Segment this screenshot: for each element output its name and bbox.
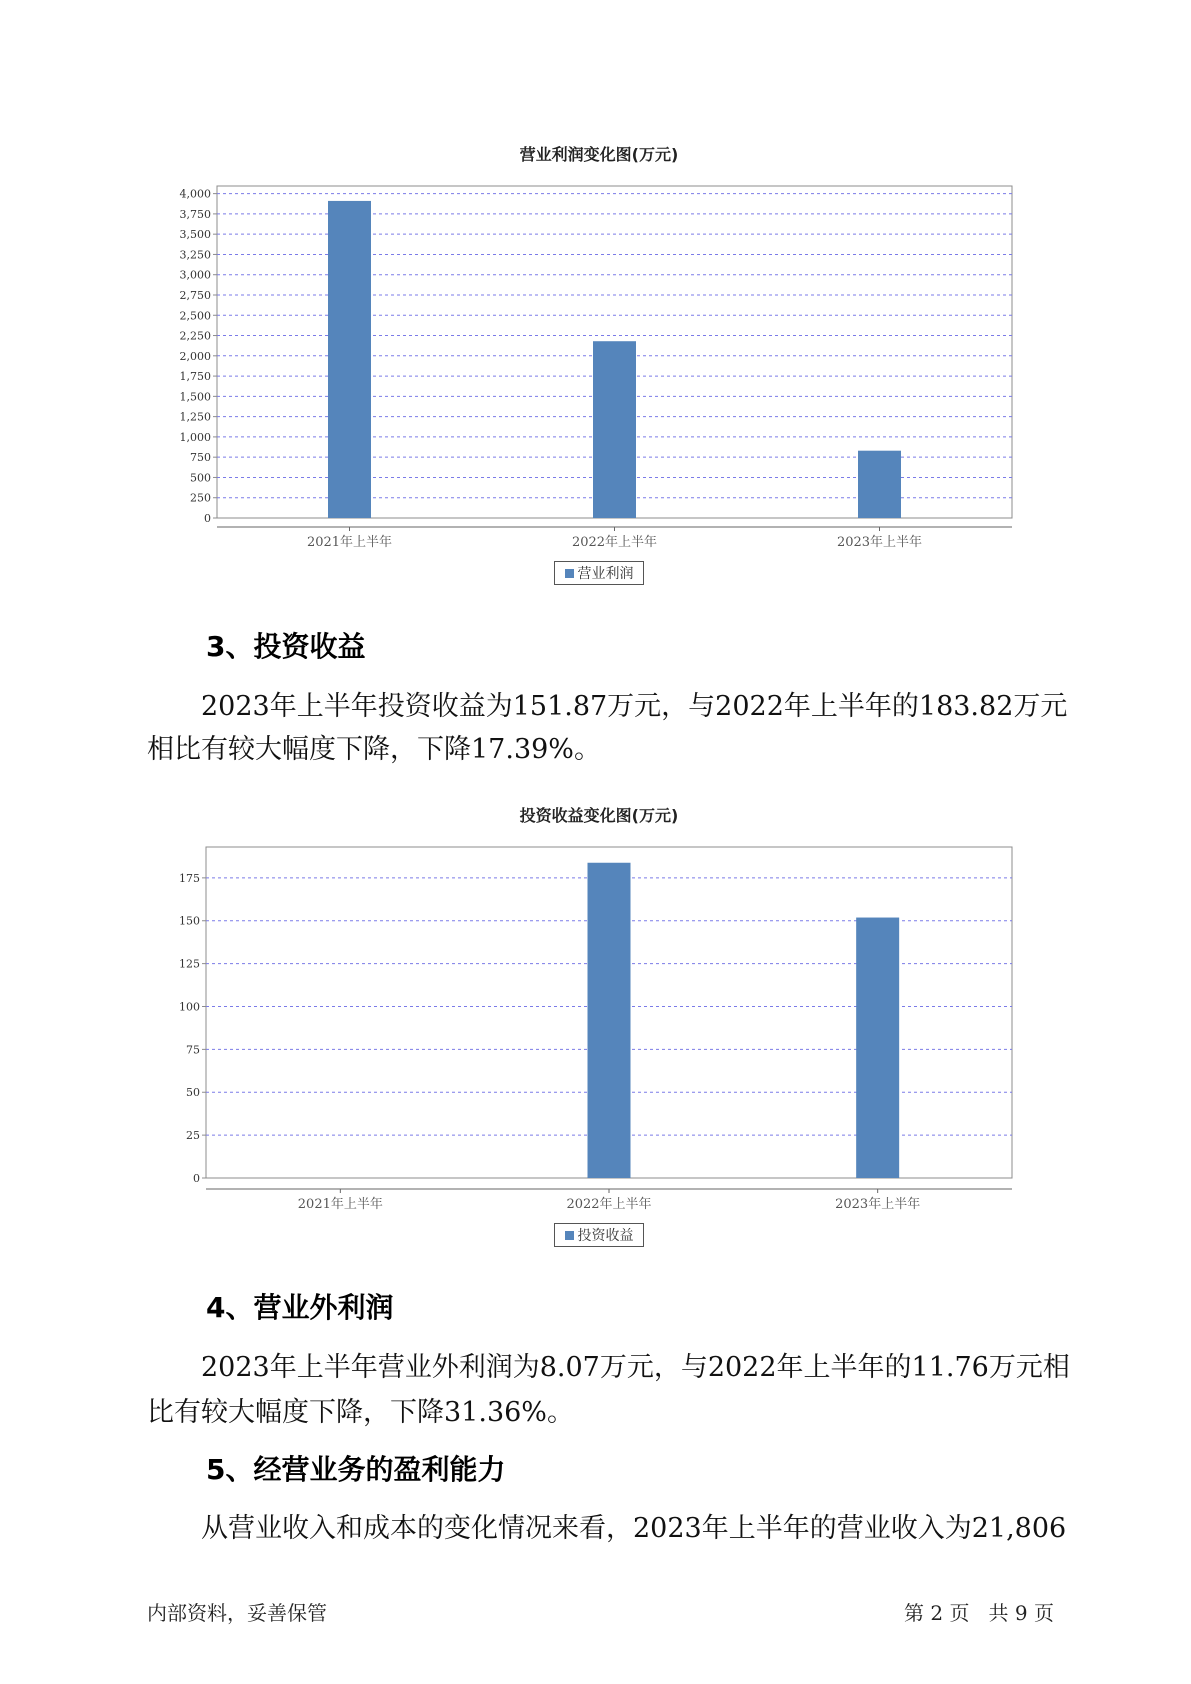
bar xyxy=(588,863,631,1178)
section-heading: 4、营业外利润 xyxy=(206,1291,394,1324)
footer-page-number: 第 2 页 共 9 页 xyxy=(904,1601,1054,1625)
x-tick-label: 2021年上半年 xyxy=(297,1197,383,1212)
x-tick-label: 2023年上半年 xyxy=(836,535,923,550)
y-tick-label: 3,500 xyxy=(179,228,211,242)
y-tick-label: 1,000 xyxy=(179,430,211,444)
legend-swatch xyxy=(565,569,574,578)
y-tick-label: 1,250 xyxy=(179,410,211,424)
y-tick-label: 150 xyxy=(179,914,200,928)
y-tick-label: 3,750 xyxy=(179,207,211,221)
footer-confidential-note: 内部资料，妥善保管 xyxy=(147,1601,327,1625)
bar xyxy=(856,918,899,1178)
x-tick-label: 2021年上半年 xyxy=(306,535,393,550)
paragraph-line: 比有较大幅度下降，下降31.36%。 xyxy=(147,1397,574,1428)
y-tick-label: 125 xyxy=(179,957,200,971)
y-tick-label: 3,250 xyxy=(179,248,211,262)
x-tick-label: 2022年上半年 xyxy=(566,1197,652,1212)
x-tick-label: 2023年上半年 xyxy=(835,1197,921,1212)
legend-label: 投资收益 xyxy=(577,1228,634,1244)
y-tick-label: 4,000 xyxy=(179,187,211,201)
y-tick-label: 100 xyxy=(179,1000,200,1014)
y-tick-label: 2,750 xyxy=(179,288,211,302)
y-tick-label: 0 xyxy=(204,512,211,525)
bar xyxy=(328,201,371,518)
paragraph-line: 相比有较大幅度下降，下降17.39%。 xyxy=(147,734,601,765)
chart-title: 营业利润变化图(万元) xyxy=(519,145,679,164)
y-tick-label: 25 xyxy=(186,1129,200,1143)
y-tick-label: 250 xyxy=(190,491,211,505)
chart-canvas xyxy=(0,832,1191,1222)
y-tick-label: 2,000 xyxy=(179,349,211,363)
paragraph-line: 从营业收入和成本的变化情况来看，2023年上半年的营业收入为21,806 xyxy=(201,1513,1067,1544)
y-tick-label: 500 xyxy=(190,471,211,485)
section-heading: 3、投资收益 xyxy=(206,630,366,663)
section-heading: 5、经营业务的盈利能力 xyxy=(206,1453,506,1486)
y-tick-label: 3,000 xyxy=(179,268,211,282)
chart-canvas xyxy=(0,170,1191,562)
y-tick-label: 1,750 xyxy=(179,370,211,384)
paragraph-line: 2023年上半年投资收益为151.87万元，与2022年上半年的183.82万元 xyxy=(201,691,1068,722)
y-tick-label: 2,250 xyxy=(179,329,211,343)
chart-title: 投资收益变化图(万元) xyxy=(519,806,679,825)
x-tick-label: 2022年上半年 xyxy=(571,535,658,550)
y-tick-label: 75 xyxy=(186,1043,200,1057)
y-tick-label: 0 xyxy=(193,1172,200,1185)
chart-legend xyxy=(554,561,644,585)
y-tick-label: 2,500 xyxy=(179,309,211,323)
y-tick-label: 50 xyxy=(186,1086,200,1100)
y-tick-label: 175 xyxy=(179,871,200,885)
y-tick-label: 750 xyxy=(190,451,211,465)
legend-label: 营业利润 xyxy=(577,566,634,582)
legend-swatch xyxy=(565,1231,574,1240)
paragraph-line: 2023年上半年营业外利润为8.07万元，与2022年上半年的11.76万元相 xyxy=(201,1352,1070,1383)
y-tick-label: 1,500 xyxy=(179,390,211,404)
bar xyxy=(858,451,901,518)
chart-legend xyxy=(554,1223,644,1247)
bar xyxy=(593,341,636,518)
